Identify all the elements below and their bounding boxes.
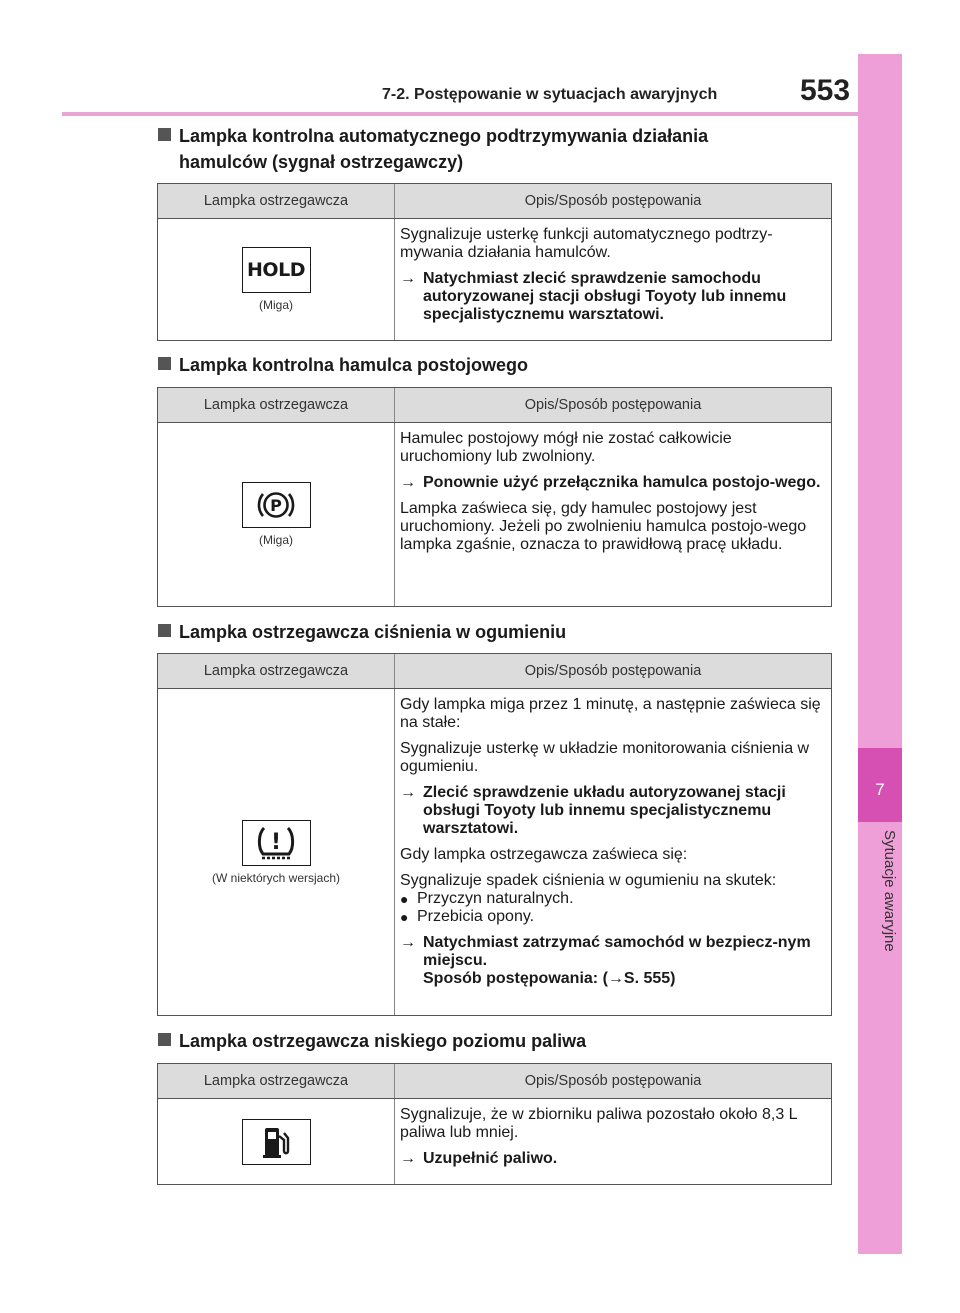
section-heading-fuel: Lampka ostrzegawcza niskiego poziomu paliwa bbox=[158, 1028, 586, 1054]
section-heading-parking-brake: Lampka kontrolna hamulca postojowego bbox=[158, 352, 528, 378]
col-header-description: Opis/Sposób postępowania bbox=[524, 397, 702, 413]
description-cell bbox=[395, 1099, 831, 1184]
icon-cell bbox=[158, 219, 395, 340]
table-row bbox=[158, 689, 831, 1015]
heading-bullet-icon bbox=[158, 624, 171, 637]
description-cell bbox=[395, 219, 831, 340]
section-heading-hold: Lampka kontrolna automatycznego podtrzymywania działania hamulców (sygnał ostrzegawczy) bbox=[158, 123, 708, 175]
section-heading-tire-pressure: Lampka ostrzegawcza ciśnienia w ogumieniu bbox=[158, 619, 566, 645]
header-divider bbox=[62, 112, 858, 116]
cause-list bbox=[400, 872, 825, 926]
fuel-pump-icon bbox=[242, 1119, 311, 1165]
tire-pressure-mark: ! bbox=[270, 829, 282, 855]
tire-pressure-icon bbox=[242, 820, 311, 866]
action-item: → Zlecić sprawdzenie układu autoryzowanej stacji obsługi Toyoty lub innemu specjalistycznemu warsztatowi. bbox=[400, 784, 786, 837]
page-number: 553 bbox=[800, 74, 851, 107]
table-header bbox=[158, 654, 831, 689]
arrow-icon: → bbox=[400, 474, 416, 491]
col-header-description: Opis/Sposób postępowania bbox=[524, 193, 702, 209]
icon-caption: (W niektórych wersjach) bbox=[211, 870, 341, 885]
chapter-number-tab[interactable]: 7 bbox=[858, 748, 902, 822]
section-title: 7-2. Postępowanie w sytuacjach awaryjnych bbox=[382, 86, 718, 103]
arrow-icon: → bbox=[400, 1150, 416, 1167]
chapter-tab-strip bbox=[858, 54, 902, 1254]
icon-caption: (Miga) bbox=[258, 533, 293, 547]
description-text: Sygnalizuje usterkę w układzie monitorowania ciśnienia w ogumieniu. bbox=[400, 740, 810, 775]
icon-caption: (Miga) bbox=[258, 298, 293, 312]
warning-table-parking-brake bbox=[157, 387, 832, 607]
heading-bullet-icon bbox=[158, 357, 171, 370]
table-header bbox=[158, 1064, 831, 1099]
table-header bbox=[158, 388, 831, 423]
col-header-light: Lampka ostrzegawcza bbox=[158, 1064, 395, 1098]
description-cell bbox=[395, 689, 831, 1015]
action-item: → Natychmiast zlecić sprawdzenie samochodu autoryzowanej stacji obsługi Toyoty lub innemu specjalistycznemu warsztatowi. bbox=[400, 270, 787, 323]
col-header-description: Opis/Sposób postępowania bbox=[524, 663, 702, 679]
action-item: → Uzupełnić paliwo. bbox=[400, 1150, 558, 1167]
icon-cell bbox=[158, 689, 395, 1015]
list-item: ● Przyczyn naturalnych. bbox=[400, 890, 574, 907]
col-header-light: Lampka ostrzegawcza bbox=[158, 184, 395, 218]
description-text: Lampka zaświeca się, gdy hamulec postojowy jest uruchomiony. Jeżeli po zwolnieniu hamulca postojo-wego lampka zgaśnie, oznacza to prawidłową pracę układu. bbox=[400, 500, 807, 553]
icon-cell bbox=[158, 1099, 395, 1184]
description-text: Sygnalizuje spadek ciśnienia w ogumieniu na skutek: bbox=[400, 872, 777, 889]
col-header-light: Lampka ostrzegawcza bbox=[158, 654, 395, 688]
bullet-icon: ● bbox=[400, 891, 409, 907]
parking-brake-letter: P bbox=[270, 496, 282, 515]
table-row bbox=[158, 219, 831, 340]
arrow-icon: → bbox=[607, 970, 624, 987]
arrow-icon: → bbox=[400, 270, 416, 287]
heading-bullet-icon bbox=[158, 128, 171, 141]
table-row bbox=[158, 1099, 831, 1184]
chapter-label: Sytuacje awaryjne bbox=[881, 830, 898, 952]
warning-table-hold bbox=[157, 183, 832, 341]
heading-bullet-icon bbox=[158, 1033, 171, 1046]
icon-cell bbox=[158, 423, 395, 606]
action-item: → Natychmiast zatrzymać samochód w bezpiecz-nym miejscu. Sposób postępowania: (→S. 555) bbox=[400, 934, 825, 988]
arrow-icon: → bbox=[400, 934, 416, 951]
description-text: Gdy lampka ostrzegawcza zaświeca się: bbox=[400, 846, 688, 863]
col-header-description: Opis/Sposób postępowania bbox=[524, 1073, 702, 1089]
description-text: Hamulec postojowy mógł nie zostać całkowicie uruchomiony lub zwolniony. bbox=[400, 430, 732, 465]
description-text: Sygnalizuje, że w zbiorniku paliwa pozostało około 8,3 L paliwa lub mniej. bbox=[400, 1106, 797, 1141]
parking-brake-icon bbox=[242, 482, 311, 528]
bullet-icon: ● bbox=[400, 909, 409, 925]
col-header-light: Lampka ostrzegawcza bbox=[158, 388, 395, 422]
description-cell bbox=[395, 423, 831, 606]
table-header bbox=[158, 184, 831, 219]
hold-icon: HOLD bbox=[242, 247, 311, 293]
list-item: ● Przebicia opony. bbox=[400, 908, 535, 925]
description-text: Gdy lampka miga przez 1 minutę, a następnie zaświeca się na stałe: bbox=[400, 696, 821, 731]
description-text: Sygnalizuje usterkę funkcji automatycznego podtrzy-mywania działania hamulców. bbox=[400, 226, 773, 261]
warning-table-tire-pressure bbox=[157, 653, 832, 1016]
table-row bbox=[158, 423, 831, 606]
warning-table-fuel bbox=[157, 1063, 832, 1185]
arrow-icon: → bbox=[400, 784, 416, 801]
page-reference[interactable]: Sposób postępowania: (→S. 555) bbox=[423, 970, 676, 987]
action-item: → Ponownie użyć przełącznika hamulca postojo-wego. bbox=[400, 474, 821, 491]
